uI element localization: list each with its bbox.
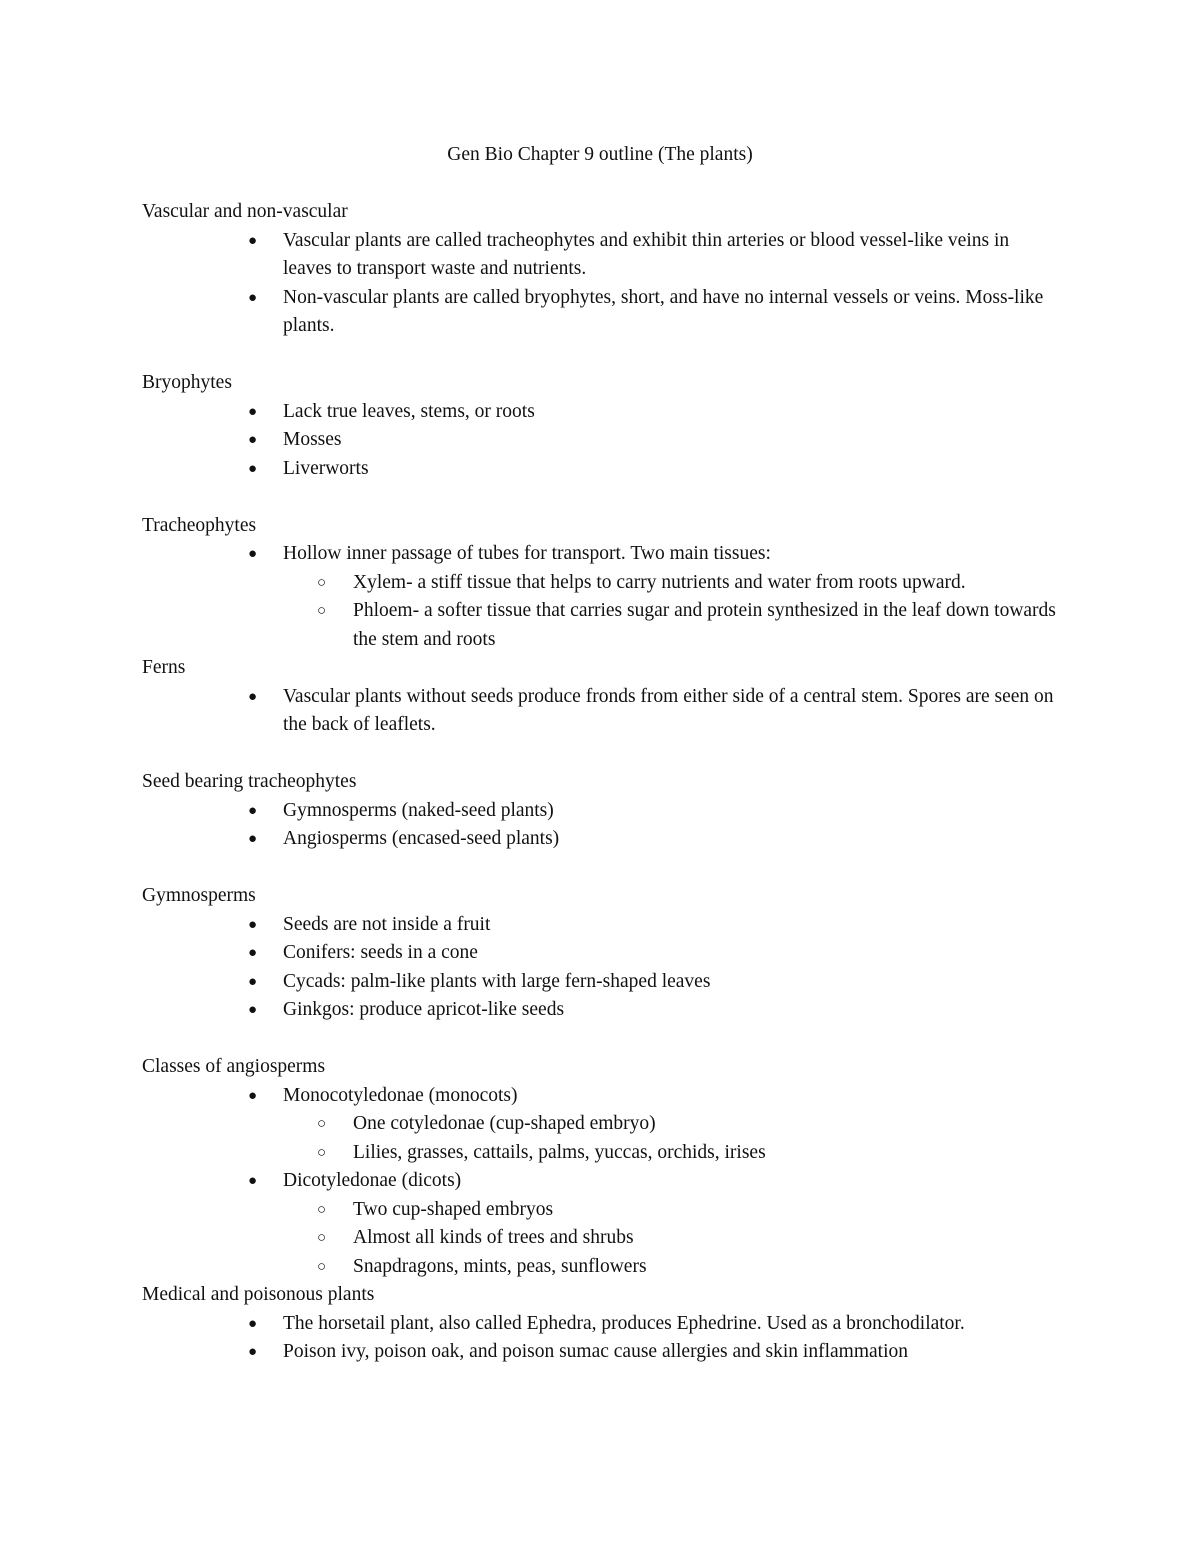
list-item xyxy=(142,1310,1058,1339)
sub-list-item xyxy=(283,1139,1058,1168)
bullet-icon: ● xyxy=(248,289,258,306)
bullet-icon: ● xyxy=(248,232,258,249)
list-item-text: Vascular plants without seeds produce fronds from either side of a central stem. Spores are seen on the back of leaflets. xyxy=(283,685,1054,735)
list-item xyxy=(142,683,1058,740)
list-item-text: Poison ivy, poison oak, and poison sumac cause allergies and skin inflammation xyxy=(283,1341,908,1362)
list-item xyxy=(142,1338,1058,1367)
bullet-list xyxy=(142,1310,1062,1367)
section-seed-bearing-tracheophytes xyxy=(142,768,1062,854)
list-item xyxy=(142,797,1058,826)
list-item xyxy=(142,398,1058,427)
bullet-icon: ● xyxy=(248,1315,258,1332)
sub-list-item-text: Phloem- a softer tissue that carries sugar and protein synthesized in the leaf down towards the stem and roots xyxy=(353,600,1056,650)
sub-bullet-icon: ○ xyxy=(317,1144,327,1161)
list-item-text: Monocotyledonae (monocots) xyxy=(283,1084,518,1106)
list-item xyxy=(142,540,1058,654)
list-item-text: Vascular plants are called tracheophytes and exhibit thin arteries or blood vessel-like veins in leaves to transport waste and nutrients. xyxy=(283,229,1010,279)
bullet-list xyxy=(142,683,1062,740)
section-heading: Medical and poisonous plants xyxy=(142,1284,375,1305)
list-item xyxy=(142,911,1058,940)
section-heading: Seed bearing tracheophytes xyxy=(142,771,357,792)
sub-bullet-list xyxy=(283,1110,1058,1167)
sub-list-item-text: Almost all kinds of trees and shrubs xyxy=(353,1227,634,1248)
bullet-icon: ● xyxy=(248,831,258,847)
bullet-list xyxy=(142,1082,1062,1282)
list-item xyxy=(142,455,1058,484)
sub-bullet-list xyxy=(283,1196,1058,1282)
list-item-text: Mosses xyxy=(283,429,342,450)
section-heading: Classes of angiosperms xyxy=(142,1056,326,1077)
bullet-icon: ● xyxy=(248,1087,258,1104)
section-medical-and-poisonous-plants xyxy=(142,1281,1062,1367)
sub-bullet-icon: ○ xyxy=(317,1116,327,1132)
list-item xyxy=(142,1082,1058,1168)
page-title: Gen Bio Chapter 9 outline (The plants) xyxy=(447,144,753,165)
section-classes-of-angiosperms xyxy=(142,1053,1062,1281)
list-item-text: Non-vascular plants are called bryophytes, short, and have no internal vessels or veins. Moss-like plants. xyxy=(283,286,1044,336)
sub-list-item-text: Snapdragons, mints, peas, sunflowers xyxy=(353,1255,647,1277)
sub-list-item-text: Two cup-shaped embryos xyxy=(353,1198,554,1220)
list-item xyxy=(142,939,1058,968)
list-item-text: Conifers: seeds in a cone xyxy=(283,942,478,963)
bullet-icon: ● xyxy=(248,460,258,477)
section-gymnosperms xyxy=(142,882,1062,1025)
list-item-text: Dicotyledonae (dicots) xyxy=(283,1170,462,1191)
sub-list-item-text: Lilies, grasses, cattails, palms, yuccas, orchids, irises xyxy=(353,1141,766,1163)
sub-bullet-icon: ○ xyxy=(317,1258,327,1275)
sub-bullet-list xyxy=(283,569,1058,655)
sub-bullet-icon: ○ xyxy=(317,1201,327,1218)
list-item-text: The horsetail plant, also called Ephedra, produces Ephedrine. Used as a bronchodilator. xyxy=(283,1312,965,1334)
sub-list-item xyxy=(283,1253,1058,1282)
bullet-icon: ● xyxy=(248,945,258,961)
list-item-text: Gymnosperms (naked-seed plants) xyxy=(283,799,554,821)
bullet-icon: ● xyxy=(248,1173,258,1189)
list-item xyxy=(142,227,1058,284)
section-heading: Gymnosperms xyxy=(142,885,256,906)
list-item-text: Seeds are not inside a fruit xyxy=(283,913,491,935)
bullet-list xyxy=(142,911,1062,1025)
list-item xyxy=(142,968,1058,997)
section-tracheophytes xyxy=(142,512,1062,655)
sub-list-item-text: One cotyledonae (cup-shaped embryo) xyxy=(353,1113,656,1134)
bullet-icon: ● xyxy=(248,802,258,819)
section-heading: Bryophytes xyxy=(142,372,232,393)
list-item xyxy=(142,1167,1058,1281)
bullet-icon: ● xyxy=(248,432,258,448)
section-bryophytes xyxy=(142,369,1062,483)
sub-list-item xyxy=(283,1224,1058,1253)
document-body xyxy=(142,198,1062,1367)
sub-list-item-text: Xylem- a stiff tissue that helps to carry nutrients and water from roots upward. xyxy=(353,571,966,593)
bullet-icon: ● xyxy=(248,1344,258,1360)
bullet-list xyxy=(142,398,1062,484)
sub-bullet-icon: ○ xyxy=(317,1230,327,1246)
section-vascular-and-non-vascular xyxy=(142,198,1062,341)
list-item xyxy=(142,284,1058,341)
list-item-text: Cycads: palm-like plants with large fern-shaped leaves xyxy=(283,970,711,992)
bullet-list xyxy=(142,797,1062,854)
bullet-icon: ● xyxy=(248,403,258,420)
sub-bullet-icon: ○ xyxy=(317,574,327,591)
bullet-list xyxy=(142,227,1062,341)
bullet-list xyxy=(142,540,1062,654)
section-heading: Vascular and non-vascular xyxy=(142,201,348,222)
list-item-text: Ginkgos: produce apricot-like seeds xyxy=(283,999,565,1020)
list-item-text: Lack true leaves, stems, or roots xyxy=(283,400,535,422)
list-item-text: Angiosperms (encased-seed plants) xyxy=(283,828,560,849)
section-heading: Tracheophytes xyxy=(142,514,257,536)
bullet-icon: ● xyxy=(248,916,258,933)
sub-list-item xyxy=(283,1196,1058,1225)
list-item-text: Liverworts xyxy=(283,457,369,479)
bullet-icon: ● xyxy=(248,546,258,562)
list-item-text: Hollow inner passage of tubes for transport. Two main tissues: xyxy=(283,543,771,564)
sub-list-item xyxy=(283,1110,1058,1139)
sub-list-item xyxy=(283,569,1058,598)
bullet-icon: ● xyxy=(248,973,258,990)
bullet-icon: ● xyxy=(248,1002,258,1018)
list-item xyxy=(142,426,1058,455)
list-item xyxy=(142,825,1058,854)
section-ferns xyxy=(142,654,1062,740)
sub-list-item xyxy=(283,597,1058,654)
bullet-icon: ● xyxy=(248,688,258,705)
sub-bullet-icon: ○ xyxy=(317,603,327,619)
list-item xyxy=(142,996,1058,1025)
section-heading: Ferns xyxy=(142,657,186,678)
